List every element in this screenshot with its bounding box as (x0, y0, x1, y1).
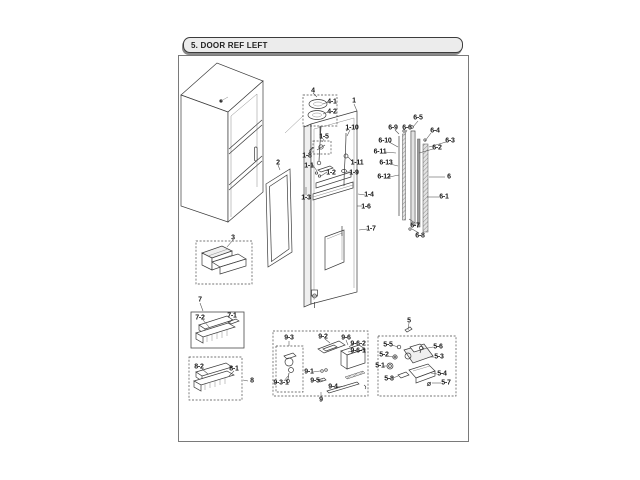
cabinet-drawing (181, 63, 263, 222)
part-label-1-5: 1-5 (319, 133, 329, 141)
part-label-1-6: 1-6 (361, 203, 371, 211)
part-label-9-1: 9-1 (304, 368, 314, 376)
part-label-1-8: 1-8 (302, 152, 312, 160)
part-label-9-6-2: 9-6-2 (350, 340, 366, 348)
section-banner (183, 37, 463, 53)
part-label-7-1: 7-1 (227, 312, 237, 320)
part-label-9-4: 9-4 (328, 383, 338, 391)
part-label-9-2: 9-2 (318, 333, 328, 341)
part-label-6-3: 6-3 (445, 137, 455, 145)
bracket-box-3 (196, 241, 252, 284)
part-label-9-3: 9-3 (284, 334, 294, 342)
trim-strips-drawing (399, 126, 428, 232)
part-label-7-2: 7-2 (195, 314, 205, 322)
part-label-1: 1 (352, 97, 356, 105)
part-label-6: 6 (447, 173, 451, 181)
part-label-8-2: 8-2 (194, 363, 204, 371)
part-label-1-3: 1-3 (301, 194, 311, 202)
part-label-5-8: 5-8 (384, 375, 394, 383)
part-label-5-3: 5-3 (434, 353, 444, 361)
part-label-5-7: 5-7 (441, 379, 451, 387)
part-label-8-1: 8-1 (229, 365, 239, 373)
part-label-9-3-1: 9-3-1 (273, 379, 289, 387)
part-label-4: 4 (311, 87, 315, 95)
part-label-9-6-1: 9-6-1 (350, 347, 366, 355)
part-label-6-2: 6-2 (432, 144, 442, 152)
part-label-6-10: 6-10 (378, 137, 392, 145)
part-label-1-1: 1-1 (304, 162, 314, 170)
part-label-5-2: 5-2 (379, 351, 389, 359)
part-label-6-9: 6-9 (388, 124, 398, 132)
part-label-6-11: 6-11 (373, 148, 387, 156)
part-label-5-1: 5-1 (375, 362, 385, 370)
part-label-1-4: 1-4 (364, 191, 374, 199)
part-label-6-8: 6-8 (415, 232, 425, 240)
part-label-1-10: 1-10 (345, 124, 359, 132)
part-label-6-7: 6-7 (410, 222, 420, 230)
part-label-9-6: 9-6 (341, 334, 351, 342)
part-label-5: 5 (407, 317, 411, 325)
part-label-6-4: 6-4 (430, 127, 440, 135)
part-label-1-11: 1-11 (350, 159, 364, 167)
part-label-1-7: 1-7 (366, 225, 376, 233)
part-label-4-2: 4-2 (327, 108, 337, 116)
part-label-6-1: 6-1 (439, 193, 449, 201)
door-gasket-drawing (266, 169, 292, 267)
part-label-9-5: 9-5 (310, 377, 320, 385)
part-label-7: 7 (198, 296, 202, 304)
part-label-1-2: 1-2 (326, 169, 336, 177)
section-title: 5. DOOR REF LEFT (191, 40, 268, 50)
part-label-9: 9 (319, 396, 323, 404)
part-label-6-5: 6-5 (413, 114, 423, 122)
part-label-8: 8 (250, 377, 254, 385)
part-label-1-9: 1-9 (349, 169, 359, 177)
part-label-6-13: 6-13 (379, 159, 393, 167)
part-label-5-5: 5-5 (383, 341, 393, 349)
part-label-5-4: 5-4 (437, 370, 447, 378)
part-label-4-1: 4-1 (327, 98, 337, 106)
part-label-3: 3 (231, 234, 235, 242)
part-label-6-6: 6-6 (402, 124, 412, 132)
part-label-2: 2 (276, 159, 280, 167)
part-label-5-6: 5-6 (433, 343, 443, 351)
part-label-6-12: 6-12 (377, 173, 391, 181)
